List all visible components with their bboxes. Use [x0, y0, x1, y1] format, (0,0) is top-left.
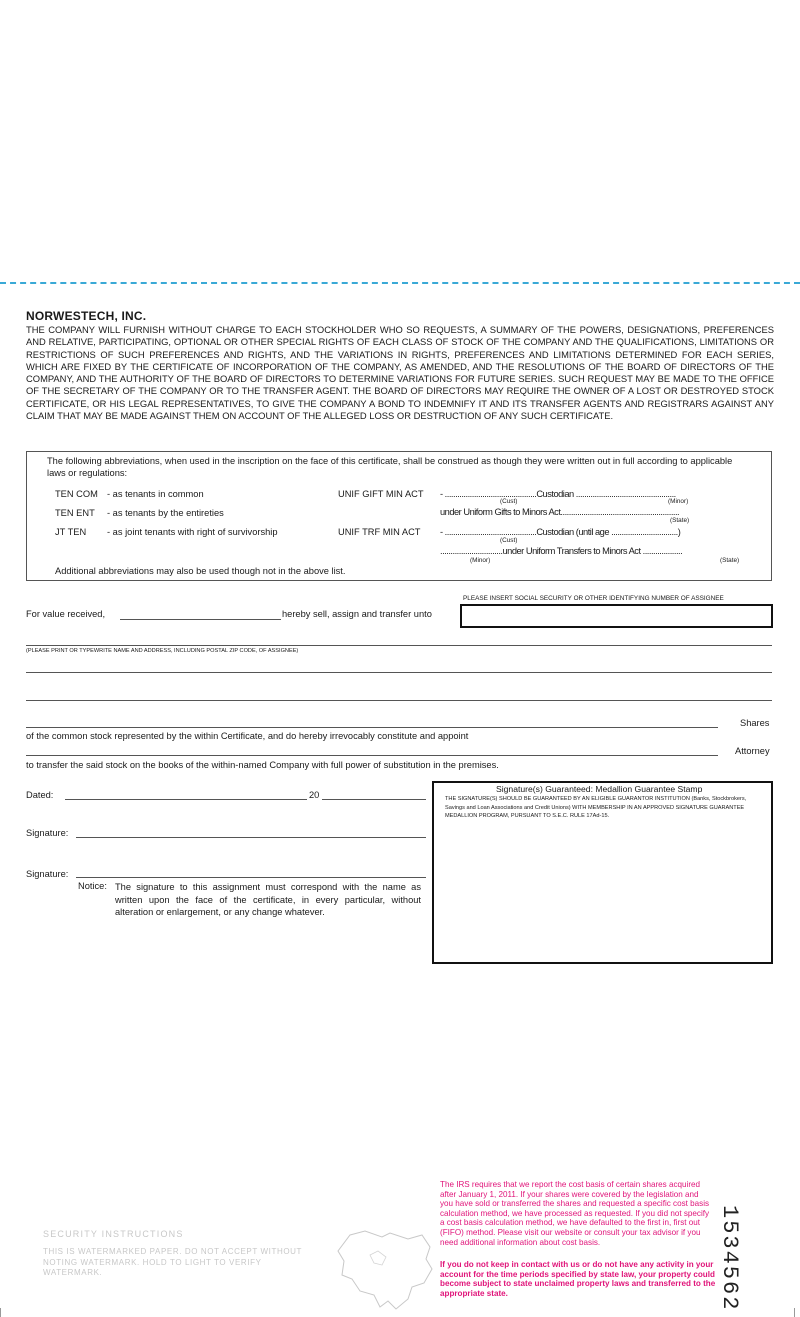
abbr-unif-trf-cust: (Cust) [500, 537, 518, 544]
abbr-unif-trf-line2: ..............................under Uniform Transfers to Minors Act ................... [440, 546, 683, 556]
irs-cost-basis-notice: The IRS requires that we report the cost basis of certain shares acquired after January 1, 2011. If your shares were covered by the legislation and you have sold or transferred the shares and requested a specific cost basis calculation method, we have processed as requested. If you did not specify a cost basis calculation method, we have defaulted to the first in, first out (FIFO) method. Please visit our website or consult your tax advisor if you need additional information about cost basis. [440, 1180, 710, 1247]
signature-label-2: Signature: [26, 869, 69, 879]
shares-line[interactable] [26, 727, 718, 728]
assignee-address-line-2[interactable] [26, 700, 772, 701]
abbreviations-intro: The following abbreviations, when used in the inscription on the face of this certificate, shall be construed as though they were written out in full according to applicable laws or regulations: [47, 456, 733, 478]
assignor-name-line[interactable] [120, 619, 281, 620]
medallion-title: Signature(s) Guaranteed: Medallion Guarantee Stamp [496, 784, 703, 794]
perforation-line [0, 282, 800, 284]
abbr-ten-ent-desc: - as tenants by the entireties [107, 508, 224, 518]
assignee-ssn-field[interactable] [460, 604, 773, 628]
north-america-map-icon [330, 1225, 438, 1313]
common-stock-text: of the common stock represented by the within Certificate, and do hereby irrevocably constitute and appoint [26, 731, 469, 741]
security-title: SECURITY INSTRUCTIONS [43, 1229, 184, 1239]
security-text: THIS IS WATERMARKED PAPER. DO NOT ACCEPT WITHOUT NOTING WATERMARK. HOLD TO LIGHT TO VERIFY WATERMARK. [43, 1247, 302, 1277]
assignee-name-line[interactable] [26, 645, 772, 646]
ssn-label: PLEASE INSERT SOCIAL SECURITY OR OTHER IDENTIFYING NUMBER OF ASSIGNEE [463, 595, 724, 602]
abbr-unif-gift-line1: - ............................................Custodian ................................................ [440, 489, 676, 499]
assignee-address-line-1[interactable] [26, 672, 772, 673]
abbr-unif-gift-line2: under Uniform Gifts to Minors Act......................................................... [440, 507, 680, 517]
serial-number: 1534562 [717, 1205, 742, 1312]
print-name-note: (PLEASE PRINT OR TYPEWRITE NAME AND ADDRESS, INCLUDING POSTAL ZIP CODE, OF ASSIGNEE) [26, 648, 299, 654]
legal-notice: THE COMPANY WILL FURNISH WITHOUT CHARGE TO EACH STOCKHOLDER WHO SO REQUESTS, A SUMMARY OF THE POWERS, DESIGNATIONS, PREFERENCES AND RELATIVE, PARTICIPATING, OPTIONAL OR OTHER SPECIAL RIGHTS OF EACH CLASS OF STOCK OF THE COMPANY AND THE QUALIFICATIONS, LIMITATIONS OR RESTRICTIONS OF SUCH PREFERENCES AND RIGHTS, AND THE VARIATIONS IN RIGHTS, PREFERENCES AND LIMITATIONS DETERMINED FOR EACH SERIES, WHICH ARE FIXED BY THE CERTIFICATE OF INCORPORATION OF THE COMPANY, AS AMENDED, AND THE RESOLUTIONS OF THE BOARD OF DIRECTORS OF THE COMPANY, AND THE AUTHORITY OF THE BOARD OF DIRECTORS TO DETERMINE VARIATIONS FOR FUTURE SERIES. SUCH REQUEST MAY BE MADE TO THE OFFICE OF THE SECRETARY OF THE COMPANY OR TO THE TRANSFER AGENT. THE BOARD OF DIRECTORS MAY REQUIRE THE OWNER OF A LOST OR DESTROYED STOCK CERTIFICATE, OR HIS LEGAL REPRESENTATIVES, TO GIVE THE COMPANY A BOND TO INDEMNIFY IT AND ITS TRANSFER AGENTS AND REGISTRARS AGAINST ANY CLAIM THAT MAY BE MADE AGAINST THEM ON ACCOUNT OF THE ALLEGED LOSS OR DESTRUCTION OF ANY SUCH CERTIFICATE. [26, 324, 774, 422]
attorney-label: Attorney [735, 746, 770, 756]
abbr-additional-note: Additional abbreviations may also be used though not in the above list. [55, 566, 346, 576]
abbr-ten-com-code: TEN COM [55, 489, 98, 499]
year-prefix: 20 [309, 790, 320, 800]
shares-label: Shares [740, 718, 770, 728]
date-line[interactable] [65, 799, 307, 800]
for-value-received: For value received, [26, 609, 106, 619]
signature-label-1: Signature: [26, 828, 69, 838]
hereby-transfer-text: hereby sell, assign and transfer unto [282, 609, 432, 619]
abbr-unif-gift-minor: (Minor) [668, 498, 689, 505]
abbr-unif-gift-code: UNIF GIFT MIN ACT [338, 489, 424, 499]
edge-tick-left [0, 1308, 1, 1317]
company-name: NORWESTECH, INC. [26, 309, 147, 323]
notice-label: Notice: [78, 881, 107, 891]
signature-line-2[interactable] [76, 877, 426, 878]
edge-tick-right [794, 1308, 795, 1317]
to-transfer-text: to transfer the said stock on the books of the within-named Company with full power of substitution in the premises. [26, 760, 499, 770]
abbr-unif-trf-code: UNIF TRF MIN ACT [338, 527, 421, 537]
dated-label: Dated: [26, 790, 54, 800]
unclaimed-property-notice: If you do not keep in contact with us or do not have any activity in your account for the time periods specified by state law, your property could become subject to state unclaimed property laws and transferred to the appropriate state. [440, 1260, 716, 1298]
medallion-text: THE SIGNATURE(S) SHOULD BE GUARANTEED BY AN ELIGIBLE GUARANTOR INSTITUTION (Banks, Stockbrokers, Savings and Loan Associations and Credit Unions) WITH MEMBERSHIP IN AN APPROVED SIGNATURE GUARANTEE MEDALLION PROGRAM, PURSUANT TO S.E.C. RULE 17Ad-15. [445, 796, 747, 820]
attorney-line[interactable] [26, 755, 718, 756]
abbr-unif-gift-state: (State) [670, 517, 690, 524]
abbr-unif-gift-cust: (Cust) [500, 498, 518, 505]
abbr-jt-ten-desc: - as joint tenants with right of survivorship [107, 527, 278, 537]
notice-text: The signature to this assignment must correspond with the name as written upon the face of the certificate, in every particular, without alteration or enlargement, or any change whatever. [115, 882, 421, 917]
abbr-unif-trf-line1: - ............................................Custodian (until age ................................) [440, 527, 681, 537]
abbr-jt-ten-code: JT TEN [55, 527, 87, 537]
signature-line-1[interactable] [76, 837, 426, 838]
abbr-ten-ent-code: TEN ENT [55, 508, 95, 518]
abbr-unif-trf-state: (State) [720, 557, 740, 564]
abbr-ten-com-desc: - as tenants in common [107, 489, 204, 499]
abbr-unif-trf-minor: (Minor) [470, 557, 491, 564]
year-line[interactable] [322, 799, 426, 800]
